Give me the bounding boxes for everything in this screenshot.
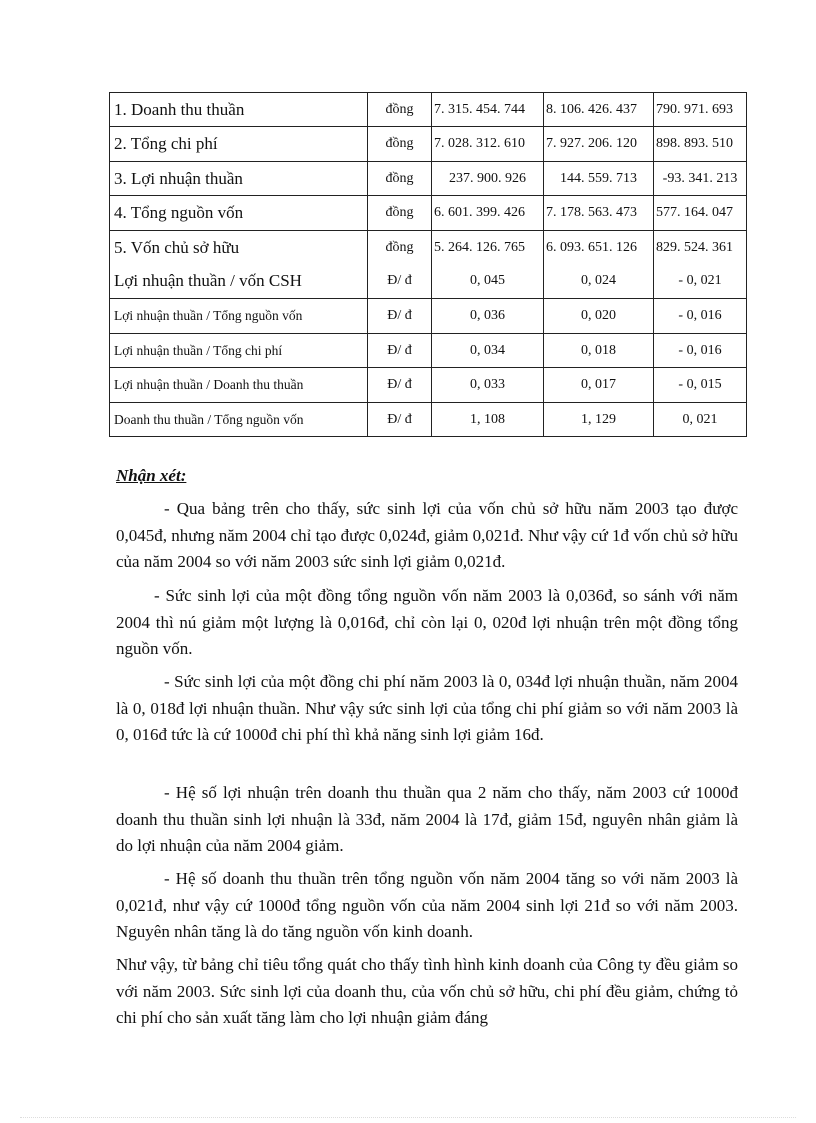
row-unit: Đ/ đ [368, 299, 432, 334]
table-row [110, 403, 747, 437]
paragraph: - Hệ số lợi nhuận trên doanh thu thuần qua 2 năm cho thấy, năm 2003 cứ 1000đ doanh thu thuần sinh lợi nhuận là 33đ, năm 2004 là 17đ, giảm 15đ, nguyên nhân giảm là do lợi nhuận của năm 2004 giảm. [116, 783, 738, 855]
value-2004: 0, 024 [544, 265, 654, 299]
row-label: Lợi nhuận thuần / Tổng nguồn vốn [110, 299, 368, 334]
value-diff: -93. 341. 213 [654, 162, 747, 196]
page-bottom-rule [20, 1117, 796, 1118]
row-label: 5. Vốn chủ sở hữu [110, 231, 368, 265]
table-row [110, 93, 747, 127]
row-unit: đồng [368, 231, 432, 265]
value-2003: 237. 900. 926 [432, 162, 544, 196]
row-unit: đồng [368, 93, 432, 127]
financial-table [109, 92, 747, 437]
row-label: Doanh thu thuần / Tổng nguồn vốn [110, 403, 368, 437]
table-row [110, 299, 747, 334]
row-label: Lợi nhuận thuần / Tổng chi phí [110, 334, 368, 368]
value-diff: 0, 021 [654, 403, 747, 437]
value-2004: 144. 559. 713 [544, 162, 654, 196]
value-2004: 8. 106. 426. 437 [544, 93, 654, 127]
value-diff: - 0, 016 [654, 334, 747, 368]
row-unit: Đ/ đ [368, 265, 432, 299]
row-unit: Đ/ đ [368, 368, 432, 403]
row-unit: Đ/ đ [368, 403, 432, 437]
row-label: 2. Tổng chi phí [110, 127, 368, 162]
value-diff: 829. 524. 361 [654, 231, 747, 265]
row-unit: đồng [368, 196, 432, 231]
paragraph: - Sức sinh lợi của một đồng tổng nguồn vốn năm 2003 là 0,036đ, so sánh với năm 2004 thì nú giảm một lượng là 0,016đ, chỉ còn lại 0, 020đ lợi nhuận trên một đồng tổng nguồn vốn. [116, 586, 738, 658]
table-row [110, 127, 747, 162]
value-diff: 577. 164. 047 [654, 196, 747, 231]
row-label: Lợi nhuận thuần / Doanh thu thuần [110, 368, 368, 403]
row-unit: đồng [368, 162, 432, 196]
table-row [110, 334, 747, 368]
value-diff: 790. 971. 693 [654, 93, 747, 127]
table-row [110, 196, 747, 231]
row-label: 4. Tổng nguồn vốn [110, 196, 368, 231]
table-row [110, 265, 747, 299]
value-2004: 0, 018 [544, 334, 654, 368]
row-label: 1. Doanh thu thuần [110, 93, 368, 127]
row-unit: đồng [368, 127, 432, 162]
value-2004: 7. 178. 563. 473 [544, 196, 654, 231]
table-row [110, 162, 747, 196]
row-unit: Đ/ đ [368, 334, 432, 368]
paragraph: - Sức sinh lợi của một đồng chi phí năm 2003 là 0, 034đ lợi nhuận thuần, năm 2004 là 0, 018đ lợi nhuận thuần. Như vậy sức sinh lợi của tổng chi phí giảm so với năm 2003 là 0, 016đ tức là cứ 1000đ chi phí thì khả năng sinh lợi giảm 16đ. [116, 672, 738, 744]
value-2003: 6. 601. 399. 426 [432, 196, 544, 231]
value-2003: 0, 045 [432, 265, 544, 299]
value-2004: 1, 129 [544, 403, 654, 437]
paragraph: - Qua bảng trên cho thấy, sức sinh lợi của vốn chủ sở hữu năm 2003 tạo được 0,045đ, nhưng năm 2004 chỉ tạo được 0,024đ, giảm 0,021đ. Như vậy cứ 1đ vốn chủ sở hữu của năm 2004 so với năm 2003 sức sinh lợi giảm 0,021đ. [116, 499, 738, 571]
row-label: 3. Lợi nhuận thuần [110, 162, 368, 196]
value-2003: 5. 264. 126. 765 [432, 231, 544, 265]
value-diff: - 0, 016 [654, 299, 747, 334]
value-2003: 7. 315. 454. 744 [432, 93, 544, 127]
value-diff: - 0, 015 [654, 368, 747, 403]
value-2004: 0, 020 [544, 299, 654, 334]
value-2004: 7. 927. 206. 120 [544, 127, 654, 162]
value-2004: 0, 017 [544, 368, 654, 403]
value-2003: 1, 108 [432, 403, 544, 437]
value-2003: 0, 036 [432, 299, 544, 334]
value-2003: 0, 034 [432, 334, 544, 368]
paragraph: Như vậy, từ bảng chỉ tiêu tổng quát cho thấy tình hình kinh doanh của Công ty đều giảm so với năm 2003. Sức sinh lợi của doanh thu, của vốn chủ sở hữu, chi phí đều giảm, chứng tỏ chi phí cho sản xuất tăng làm cho lợi nhuận giảm đáng [116, 955, 738, 1027]
value-2004: 6. 093. 651. 126 [544, 231, 654, 265]
table-row [110, 231, 747, 265]
paragraph: - Hệ số doanh thu thuần trên tổng nguồn vốn năm 2004 tăng so với năm 2003 là 0,021đ, như vậy cứ 1000đ tổng nguồn vốn của năm 2004 sinh lợi 21đ so với năm 2003. Nguyên nhân tăng là do tăng nguồn vốn kinh doanh. [116, 869, 738, 941]
value-diff: 898. 893. 510 [654, 127, 747, 162]
row-label: Lợi nhuận thuần / vốn CSH [110, 265, 368, 299]
table-row [110, 368, 747, 403]
section-heading: Nhận xét: [116, 466, 187, 485]
value-2003: 0, 033 [432, 368, 544, 403]
value-2003: 7. 028. 312. 610 [432, 127, 544, 162]
value-diff: - 0, 021 [654, 265, 747, 299]
